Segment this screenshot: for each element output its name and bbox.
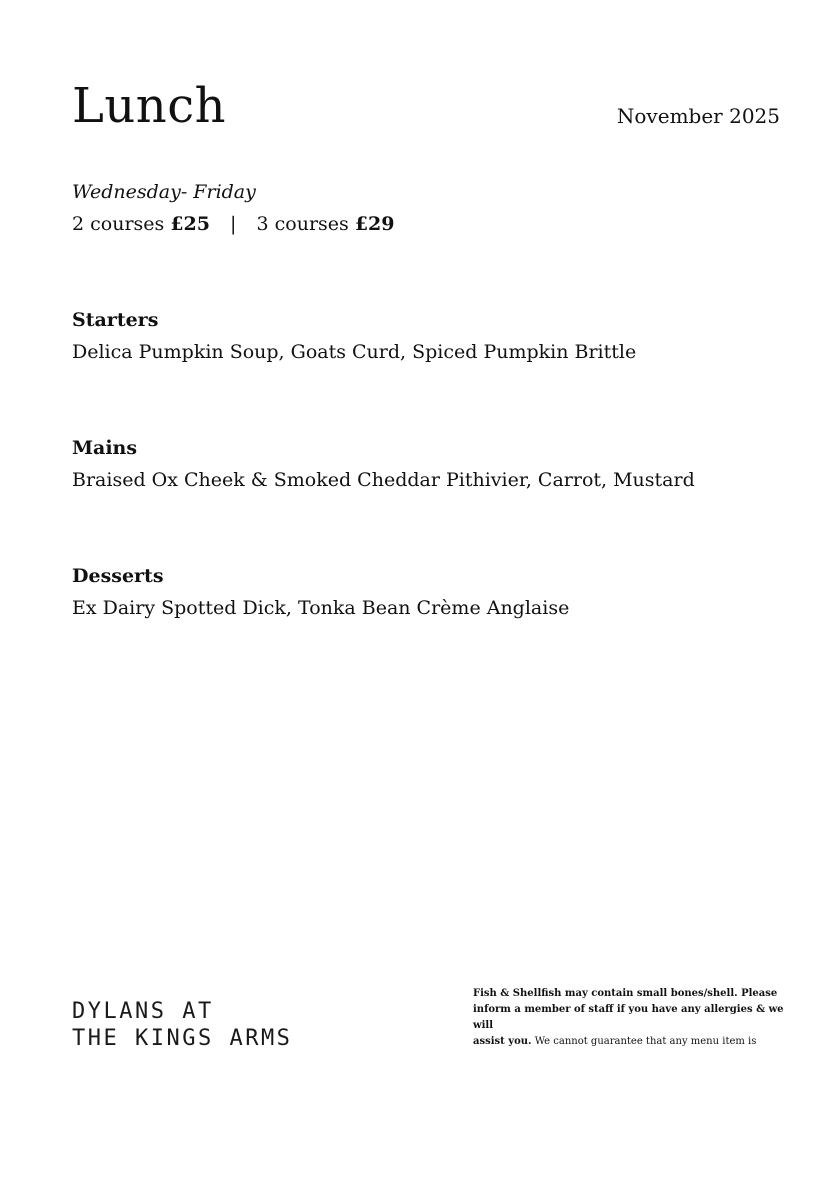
brand-line-2: THE KINGS ARMS [72,1026,293,1051]
menu-item: Ex Dairy Spotted Dick, Tonka Bean Crème Anglaise [72,597,570,619]
section-mains [72,436,695,492]
three-courses-label: 3 courses [256,213,349,235]
serving-days: Wednesday- Friday [72,181,256,203]
page-title: Lunch [72,78,226,134]
section-heading: Starters [72,309,159,331]
two-courses-price: £25 [170,213,210,235]
section-heading: Mains [72,437,138,459]
brand-line-1: DYLANS AT [72,999,214,1024]
notice-bold-line-2: inform a member of staff if you have any allergies & we will [473,1004,784,1031]
price-separator: | [230,213,237,235]
course-prices [72,212,395,236]
notice-bold-line-3: assist you. [473,1036,532,1047]
two-courses-label: 2 courses [72,213,165,235]
section-starters [72,308,636,364]
menu-item: Braised Ox Cheek & Smoked Cheddar Pithivier, Carrot, Mustard [72,469,695,491]
allergy-notice [473,986,785,1050]
brand-logo-text [72,998,292,1052]
three-courses-price: £29 [354,213,395,235]
menu-item: Delica Pumpkin Soup, Goats Curd, Spiced Pumpkin Brittle [72,341,637,363]
notice-regular-tail: We cannot guarantee that any menu item is [531,1036,757,1047]
menu-date: November 2025 [616,104,780,128]
section-heading: Desserts [72,565,164,587]
section-desserts [72,564,569,620]
notice-bold-line-1: Fish & Shellfish may contain small bones/shell. Please [473,988,778,999]
